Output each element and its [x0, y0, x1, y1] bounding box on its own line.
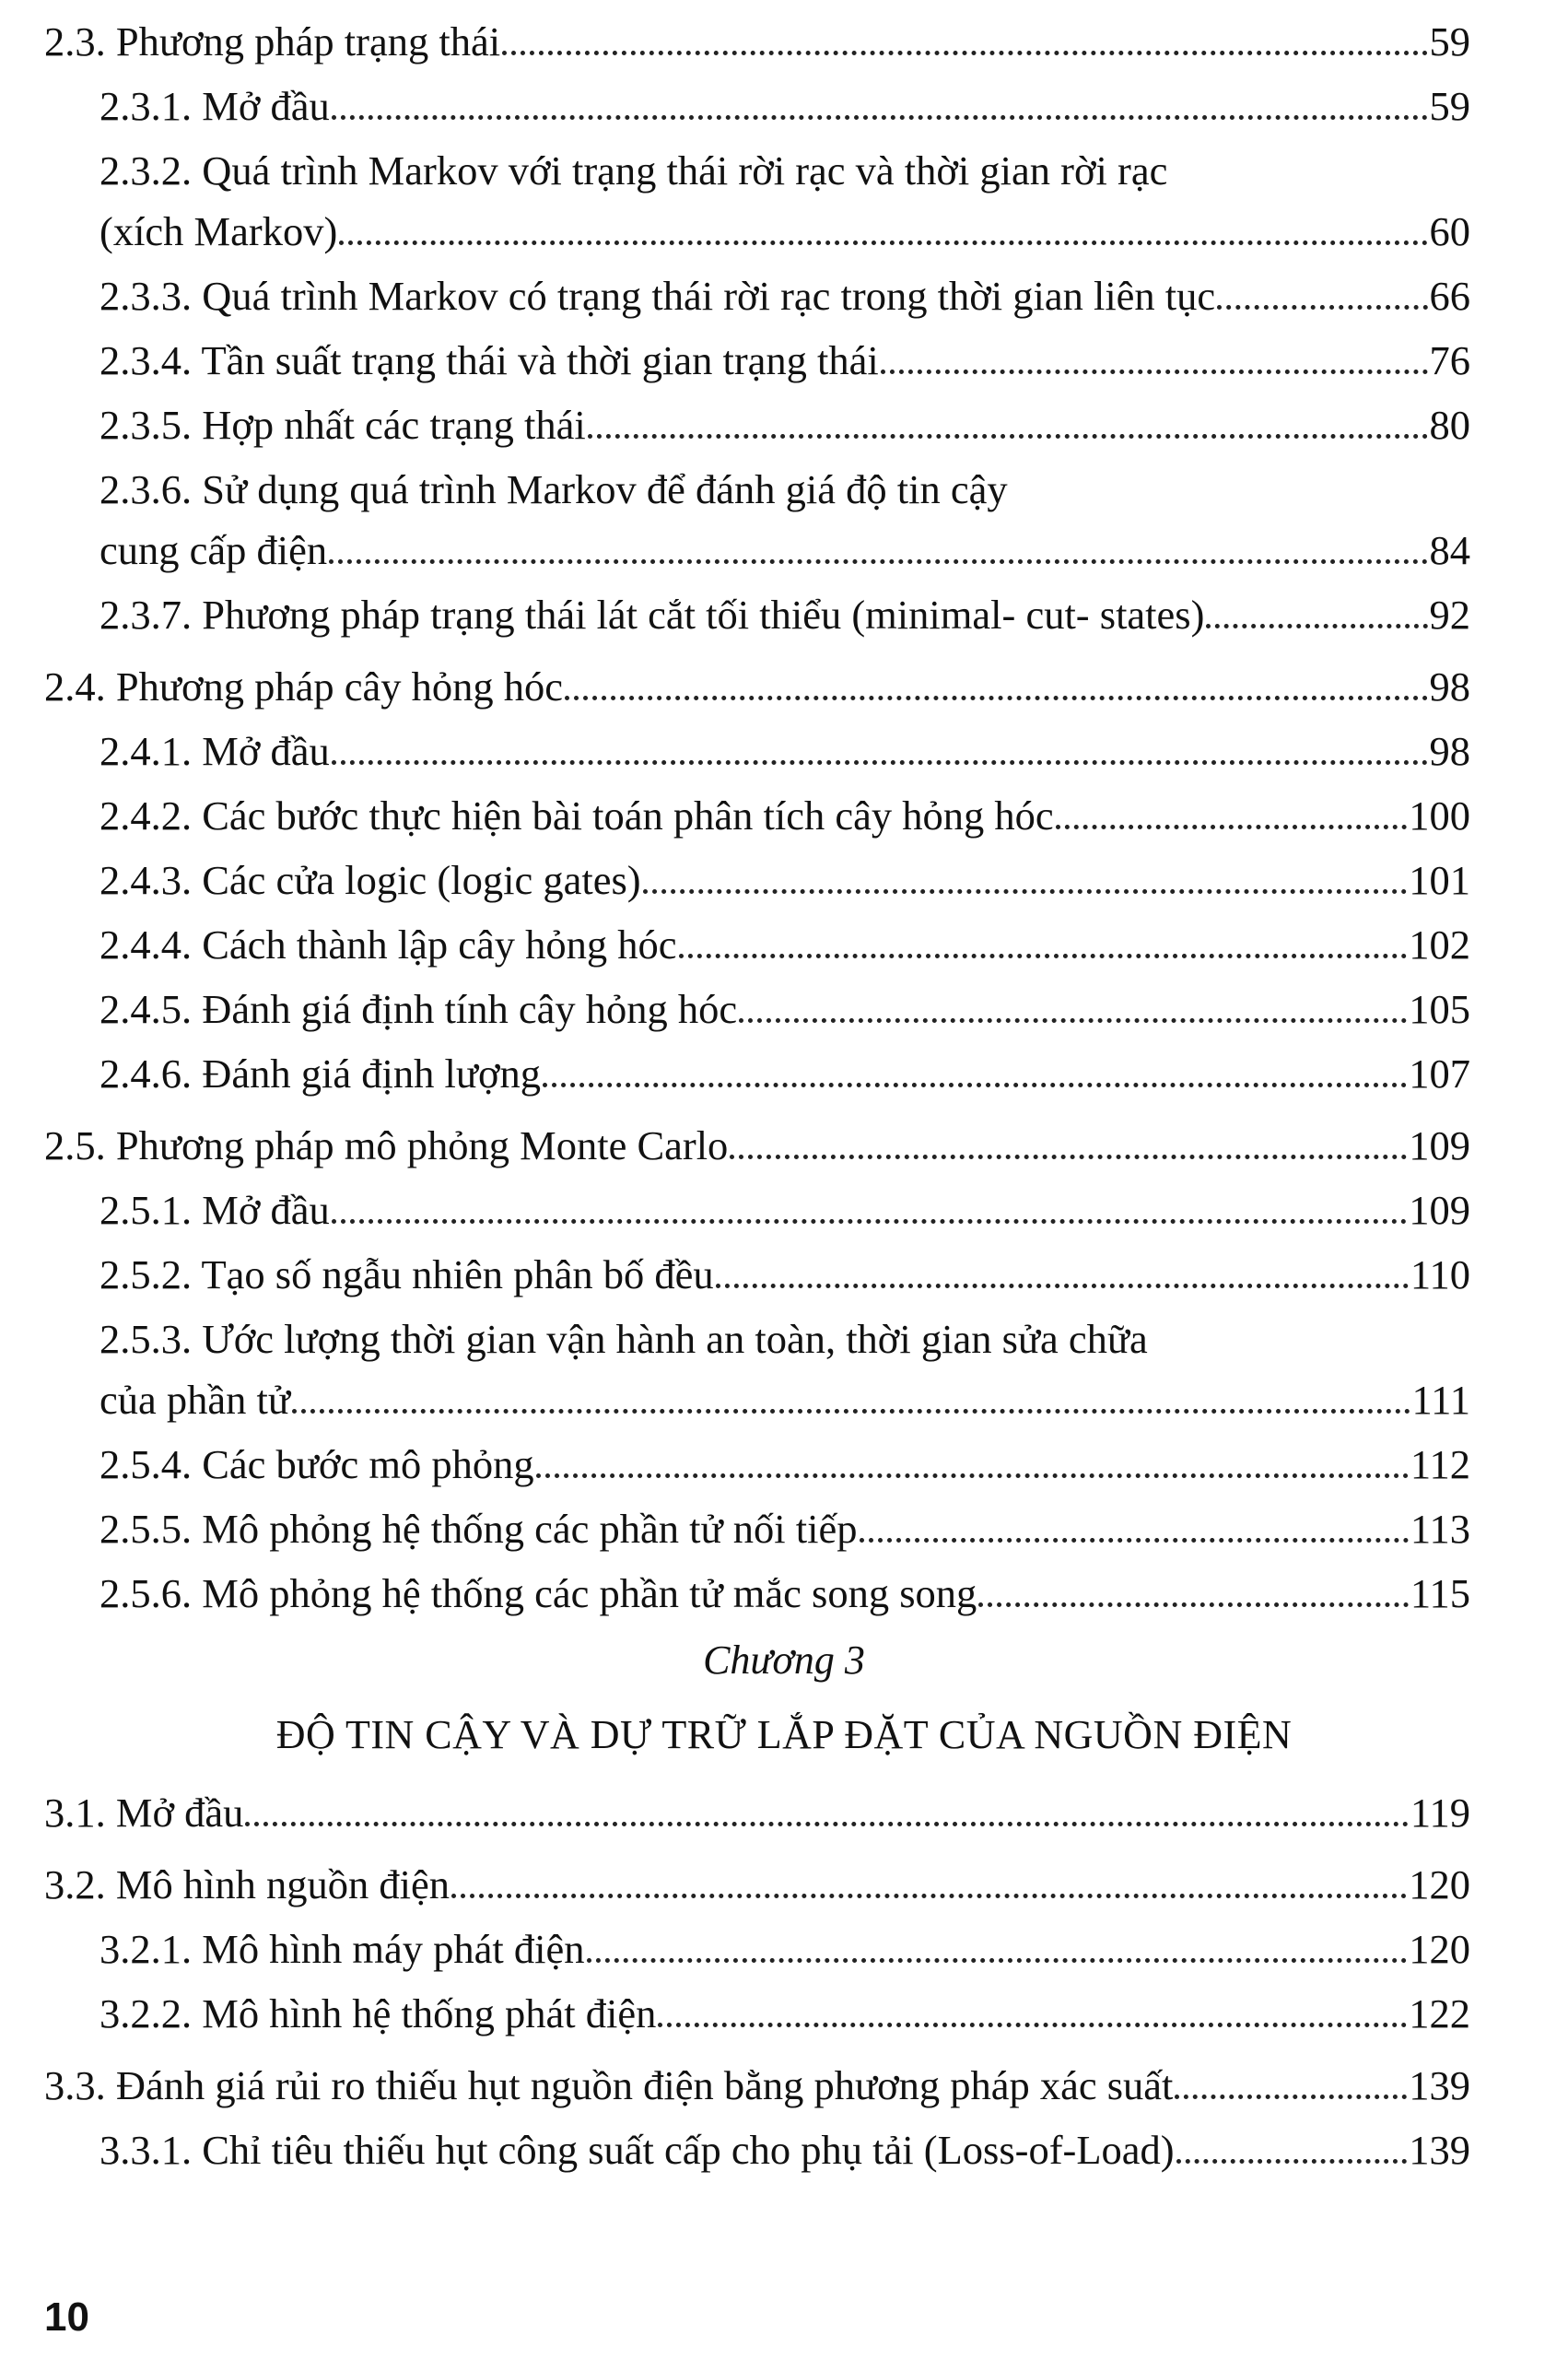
dot-leader [679, 945, 1408, 958]
toc-entry-title: Các cửa logic (logic gates) [202, 857, 641, 903]
toc-entry-title: Đánh giá định tính cây hỏng hóc [202, 986, 738, 1032]
toc-entry-page: 110 [1410, 1251, 1470, 1297]
toc-subsection-entry [44, 848, 1470, 912]
toc-entry-number: 3.2.1. [99, 1926, 193, 1972]
toc-entry-row [44, 1113, 1470, 1178]
page-number: 10 [44, 2294, 89, 2340]
toc-entry-page: 59 [1429, 18, 1470, 65]
toc-entry-page: 59 [1429, 83, 1470, 129]
toc-entry-title: Mô phỏng hệ thống các phần tử nối tiếp [202, 1506, 858, 1552]
dot-leader [1176, 2151, 1408, 2164]
toc-entry-text [99, 328, 879, 393]
dot-leader [1217, 297, 1427, 310]
toc-entry-title: Mô hình máy phát điện [202, 1926, 585, 1972]
toc-entry-page: 113 [1410, 1506, 1470, 1552]
dot-leader [881, 361, 1428, 374]
toc-entry-page: 107 [1409, 1050, 1470, 1097]
toc-subsection-entry [44, 1561, 1470, 1625]
toc-entry-number: 2.3.1. [99, 83, 193, 129]
toc-entry-row [99, 582, 1470, 647]
toc-entry-text [99, 393, 586, 457]
toc-entry-page: 92 [1429, 592, 1470, 638]
toc-subsection-entry [44, 1496, 1470, 1561]
toc-entry-text [99, 977, 737, 1041]
toc-entry-row [99, 1178, 1470, 1242]
toc-entry-page: 84 [1429, 527, 1470, 573]
toc-entry-title: cung cấp điện [99, 527, 328, 573]
toc-entry-number: 3.2. [44, 1861, 106, 1907]
toc-entry-page: 76 [1429, 337, 1470, 383]
toc-subsection-entry [44, 74, 1470, 138]
toc-entry-title: Phương pháp mô phỏng Monte Carlo [115, 1122, 729, 1168]
dot-leader [716, 1275, 1409, 1288]
toc-entry-title: Tạo số ngẫu nhiên phân bố đều [201, 1251, 714, 1297]
toc-section-entry [44, 1852, 1470, 1917]
toc-entry-title-part: Ước lượng thời gian vận hành an toàn, thời gian sửa chữa [202, 1316, 1148, 1362]
toc-entry-title: Tần suất trạng thái và thời gian trạng thái [201, 337, 879, 383]
toc-entry-page: 109 [1409, 1122, 1470, 1168]
toc-entry-title-part: Sử dụng quá trình Markov để đánh giá độ tin cậy [202, 466, 1008, 512]
toc-entry-row [99, 1432, 1470, 1496]
toc-entry-number: 2.3.5. [99, 402, 193, 448]
toc-entry-number: 2.5.2. [99, 1251, 193, 1297]
toc-entry-text [99, 2118, 1175, 2182]
toc-entry-row [99, 74, 1470, 138]
dot-leader [292, 1401, 1410, 1414]
toc-entry-text [99, 783, 1054, 848]
toc-entry-row [99, 518, 1470, 582]
toc-entry-number: 2.3. [44, 18, 106, 65]
dot-leader [329, 551, 1427, 564]
dot-leader [643, 881, 1408, 894]
table-of-contents-chapter-3 [44, 1780, 1470, 2182]
toc-entry-number: 2.5.4. [99, 1441, 193, 1487]
toc-entry-text [99, 1367, 290, 1432]
toc-entry-title: (xích Markov) [99, 208, 338, 254]
toc-entry-row [99, 328, 1470, 393]
toc-entry-title-line1 [99, 457, 1470, 518]
toc-entry-text [99, 1561, 977, 1625]
toc-entry-page: 119 [1410, 1790, 1470, 1836]
dot-leader [332, 752, 1428, 765]
toc-entry-row [44, 2053, 1470, 2118]
toc-entry-text [99, 199, 337, 264]
toc-entry-text [44, 1113, 728, 1178]
toc-entry-text [99, 264, 1215, 328]
toc-entry-row [44, 9, 1470, 74]
toc-entry-page: 122 [1409, 1990, 1470, 2036]
toc-entry-row [44, 1852, 1470, 1917]
toc-entry-page: 101 [1409, 857, 1470, 903]
chapter-title: ĐỘ TIN CẬY VÀ DỰ TRỮ LẮP ĐẶT CỦA NGUỒN ĐIỆN [275, 1712, 1293, 1757]
toc-entry-title: Hợp nhất các trạng thái [202, 402, 586, 448]
toc-entry-page: 112 [1410, 1441, 1470, 1487]
toc-entry-text [99, 912, 677, 977]
toc-entry-number: 2.4. [44, 663, 106, 710]
dot-leader [658, 2014, 1407, 2027]
dot-leader [332, 107, 1428, 120]
toc-entry-row [99, 1041, 1470, 1106]
toc-entry-page: 120 [1409, 1861, 1470, 1907]
toc-entry-page: 60 [1429, 208, 1470, 254]
toc-entry-page: 115 [1410, 1570, 1470, 1616]
toc-entry-title: Mở đầu [202, 1187, 330, 1233]
toc-section-entry [44, 1113, 1470, 1178]
toc-entry-row [44, 1780, 1470, 1845]
toc-subsection-entry [44, 264, 1470, 328]
toc-subsection-entry [44, 1242, 1470, 1307]
toc-entry-title: Các bước mô phỏng [202, 1441, 534, 1487]
toc-entry-text [99, 1432, 534, 1496]
toc-subsection-entry [44, 457, 1470, 582]
toc-entry-title-line1 [99, 1307, 1470, 1367]
toc-entry-page: 120 [1409, 1926, 1470, 1972]
toc-entry-text [44, 1780, 243, 1845]
toc-subsection-entry [44, 1307, 1470, 1432]
toc-entry-page: 80 [1429, 402, 1470, 448]
dot-leader [245, 1813, 1409, 1826]
toc-entry-number: 2.3.4. [99, 337, 193, 383]
toc-entry-page: 105 [1409, 986, 1470, 1032]
toc-entry-text [99, 1917, 585, 1981]
toc-entry-number: 2.5.5. [99, 1506, 193, 1552]
toc-entry-title: Mô hình hệ thống phát điện [202, 1990, 657, 2036]
dot-leader [1206, 616, 1427, 628]
toc-entry-row [99, 1561, 1470, 1625]
toc-entry-row [99, 393, 1470, 457]
toc-entry-text [99, 1178, 330, 1242]
dot-leader [565, 687, 1427, 700]
toc-entry-row [99, 264, 1470, 328]
toc-entry-title: Các bước thực hiện bài toán phân tích cây hỏng hóc [202, 792, 1054, 839]
toc-entry-row [99, 977, 1470, 1041]
toc-entry-title-part: Quá trình Markov với trạng thái rời rạc và thời gian rời rạc [202, 147, 1168, 194]
toc-entry-text [99, 719, 330, 783]
toc-entry-row [99, 1367, 1470, 1432]
dot-leader [587, 1950, 1408, 1963]
toc-entry-row [44, 654, 1470, 719]
toc-entry-text [99, 1041, 541, 1106]
toc-entry-row [99, 783, 1470, 848]
toc-subsection-entry [44, 1981, 1470, 2046]
toc-subsection-entry [44, 582, 1470, 647]
toc-entry-number: 3.3. [44, 2062, 106, 2108]
toc-entry-page: 102 [1409, 921, 1470, 968]
toc-entry-title: Phương pháp trạng thái lát cắt tối thiểu (minimal- cut- states) [202, 592, 1205, 638]
toc-entry-page: 109 [1409, 1187, 1470, 1233]
toc-subsection-entry [44, 393, 1470, 457]
toc-entry-number: 2.3.2. [99, 147, 193, 194]
dot-leader [739, 1010, 1407, 1023]
toc-subsection-entry [44, 1432, 1470, 1496]
toc-section-entry [44, 654, 1470, 719]
toc-entry-text [99, 848, 641, 912]
toc-entry-text [99, 518, 327, 582]
toc-entry-text [99, 1496, 858, 1561]
toc-entry-number: 2.4.2. [99, 792, 193, 839]
toc-entry-number: 3.2.2. [99, 1990, 193, 2036]
toc-entry-title: Mô hình nguồn điện [115, 1861, 451, 1907]
toc-entry-title: Mô phỏng hệ thống các phần tử mắc song song [202, 1570, 977, 1616]
dot-leader [502, 42, 1427, 55]
toc-entry-page: 100 [1409, 792, 1470, 839]
toc-entry-number: 3.3.1. [99, 2127, 193, 2173]
dot-leader [451, 1885, 1407, 1898]
dot-leader [730, 1146, 1407, 1159]
toc-entry-title: của phần tử [99, 1377, 290, 1423]
toc-entry-number: 2.4.4. [99, 921, 193, 968]
toc-entry-number: 2.3.7. [99, 592, 193, 638]
toc-section-entry [44, 1780, 1470, 1845]
toc-entry-page: 111 [1411, 1377, 1470, 1423]
toc-entry-text [99, 74, 330, 138]
toc-entry-title: Cách thành lập cây hỏng hóc [202, 921, 677, 968]
toc-entry-title: Chỉ tiêu thiếu hụt công suất cấp cho phụ tải (Loss-of-Load) [202, 2127, 1175, 2173]
toc-subsection-entry [44, 719, 1470, 783]
toc-entry-text [99, 1242, 714, 1307]
toc-entry-text [44, 9, 500, 74]
toc-entry-row [99, 1496, 1470, 1561]
toc-entry-number: 2.4.1. [99, 728, 193, 774]
toc-entry-title: Mở đầu [202, 728, 330, 774]
toc-subsection-entry [44, 1917, 1470, 1981]
toc-entry-row [99, 719, 1470, 783]
dot-leader [860, 1530, 1409, 1543]
toc-entry-text [44, 2053, 1173, 2118]
toc-entry-row [99, 912, 1470, 977]
toc-entry-text [99, 1981, 656, 2046]
toc-entry-page: 98 [1429, 663, 1470, 710]
toc-subsection-entry [44, 138, 1470, 264]
toc-entry-page: 98 [1429, 728, 1470, 774]
toc-entry-number: 2.5.6. [99, 1570, 193, 1616]
dot-leader [1175, 2086, 1407, 2099]
toc-entry-number: 2.3.3. [99, 273, 193, 319]
toc-entry-number: 2.5.3. [99, 1316, 193, 1362]
toc-entry-title: Đánh giá định lượng [202, 1050, 542, 1097]
toc-entry-text [44, 1852, 450, 1917]
toc-entry-number: 2.5. [44, 1122, 106, 1168]
toc-entry-text [99, 582, 1204, 647]
table-of-contents [44, 9, 1470, 1625]
dot-leader [978, 1594, 1409, 1607]
toc-subsection-entry [44, 912, 1470, 977]
toc-entry-text [44, 654, 563, 719]
toc-entry-number: 2.4.5. [99, 986, 193, 1032]
toc-subsection-entry [44, 328, 1470, 393]
toc-entry-page: 139 [1409, 2062, 1470, 2108]
dot-leader [332, 1211, 1408, 1224]
toc-entry-page: 66 [1429, 273, 1470, 319]
toc-entry-number: 2.4.6. [99, 1050, 193, 1097]
toc-entry-title: Mở đầu [202, 83, 330, 129]
dot-leader [543, 1074, 1407, 1087]
toc-section-entry [44, 9, 1470, 74]
toc-entry-number: 3.1. [44, 1790, 106, 1836]
toc-entry-title: Phương pháp trạng thái [115, 18, 501, 65]
toc-entry-row [99, 1242, 1470, 1307]
toc-section-entry [44, 2053, 1470, 2118]
toc-entry-row [99, 2118, 1470, 2182]
toc-entry-row [99, 199, 1470, 264]
toc-subsection-entry [44, 1178, 1470, 1242]
toc-entry-title: Đánh giá rủi ro thiếu hụt nguồn điện bằng phương pháp xác suất [115, 2062, 1174, 2108]
toc-entry-number: 2.4.3. [99, 857, 193, 903]
toc-entry-row [99, 1981, 1470, 2046]
toc-entry-title: Quá trình Markov có trạng thái rời rạc trong thời gian liên tục [202, 273, 1216, 319]
dot-leader [339, 232, 1427, 245]
toc-entry-number: 2.3.6. [99, 466, 193, 512]
toc-entry-title: Phương pháp cây hỏng hóc [115, 663, 564, 710]
toc-entry-row [99, 848, 1470, 912]
toc-entry-row [99, 1917, 1470, 1981]
toc-entry-number: 2.5.1. [99, 1187, 193, 1233]
toc-subsection-entry [44, 977, 1470, 1041]
toc-subsection-entry [44, 2118, 1470, 2182]
dot-leader [588, 426, 1428, 439]
dot-leader [1056, 816, 1408, 829]
dot-leader [536, 1465, 1409, 1478]
toc-entry-title: Mở đầu [115, 1790, 244, 1836]
toc-entry-page: 139 [1409, 2127, 1470, 2173]
toc-entry-title-line1 [99, 138, 1470, 199]
toc-subsection-entry [44, 783, 1470, 848]
toc-subsection-entry [44, 1041, 1470, 1106]
chapter-label: Chương 3 [703, 1637, 865, 1683]
